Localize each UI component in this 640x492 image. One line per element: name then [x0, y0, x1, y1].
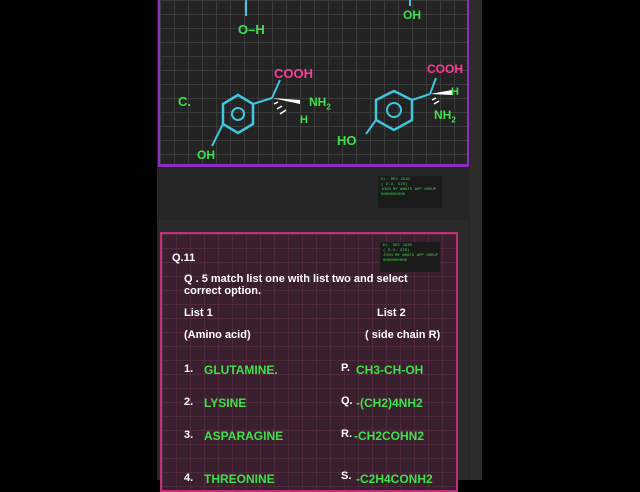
item-number: 1.	[184, 363, 194, 375]
amino-acid-name: ASPARAGINE	[204, 429, 284, 443]
watermark-line: ( D.U. SIR)	[383, 249, 410, 253]
side-chain-formula: -(CH2)4NH2	[356, 396, 423, 410]
cooh-label-left: COOH	[274, 66, 313, 81]
oh-label-top-left: O–H	[238, 22, 265, 37]
watermark-line: Er. DEV JAIN	[383, 244, 412, 248]
molecule-drawings	[160, 0, 471, 167]
ring-circle	[387, 103, 401, 117]
bond-line	[412, 94, 430, 100]
watermark-line: JOIN MY WHATS APP GROUP	[383, 254, 439, 258]
benzene-ring-right	[376, 91, 412, 130]
option-letter: Q.	[341, 395, 353, 407]
item-number: 4.	[184, 472, 194, 484]
ho-label-right: HO	[337, 133, 357, 148]
bond-line	[430, 78, 436, 94]
question-box	[160, 232, 458, 492]
side-chain-formula: -CH2COHN2	[354, 429, 425, 443]
label-c: C.	[178, 94, 191, 109]
list1-subheader: (Amino acid)	[184, 329, 251, 341]
watermark-box	[380, 242, 440, 272]
amino-acid-name: LYSINE	[204, 396, 247, 410]
option-letter: P.	[341, 362, 350, 374]
benzene-ring-left	[223, 95, 253, 133]
amino-acid-name: THREONINE	[204, 472, 275, 486]
side-chain-formula: CH3-CH-OH	[356, 363, 424, 377]
watermark-line: 9000000000	[381, 193, 406, 197]
ring-circle	[232, 108, 244, 120]
cooh-label-right: COOH	[427, 62, 463, 76]
question-text-line2: correct option.	[184, 285, 262, 297]
item-number: 2.	[184, 396, 194, 408]
bond-line	[212, 124, 223, 146]
h-label-left: H	[300, 114, 308, 126]
slide-question	[158, 220, 469, 486]
list1-header: List 1	[184, 307, 213, 319]
nh2-label-right: $NH_2$	[434, 108, 456, 125]
option-letter: S.	[341, 470, 352, 482]
question-text-line1: Q . 5 match list one with list two and select	[184, 273, 408, 285]
side-chain-formula: -C2H4CONH2	[356, 472, 433, 486]
list2-subheader: ( side chain R)	[365, 329, 441, 341]
nh2-label-left: $NH_2$	[309, 95, 331, 112]
amino-acid-name: GLUTAMINE.	[204, 363, 278, 377]
item-number: 3.	[184, 429, 194, 441]
oh-label-top-right: OH	[403, 8, 421, 22]
slide-structures	[158, 0, 469, 167]
watermark-line: ( D.U. SIR)	[381, 183, 408, 187]
bond-line	[272, 80, 280, 98]
bond-line	[366, 120, 376, 134]
watermark-line: Er. DEV JAIN	[381, 178, 410, 182]
list2-header: List 2	[377, 307, 406, 319]
scrollbar-track[interactable]	[470, 0, 482, 480]
h-label-right: H	[451, 86, 459, 98]
watermark-box	[378, 176, 442, 208]
watermark-line: 9000000000	[383, 259, 408, 263]
bond-line	[253, 98, 272, 104]
question-number: Q.11	[172, 252, 196, 264]
oh-label-left: OH	[197, 148, 215, 162]
option-letter: R.	[341, 428, 352, 440]
watermark-line: JOIN MY WHATS APP GROUP	[381, 188, 437, 192]
wedge-bond	[430, 90, 452, 95]
